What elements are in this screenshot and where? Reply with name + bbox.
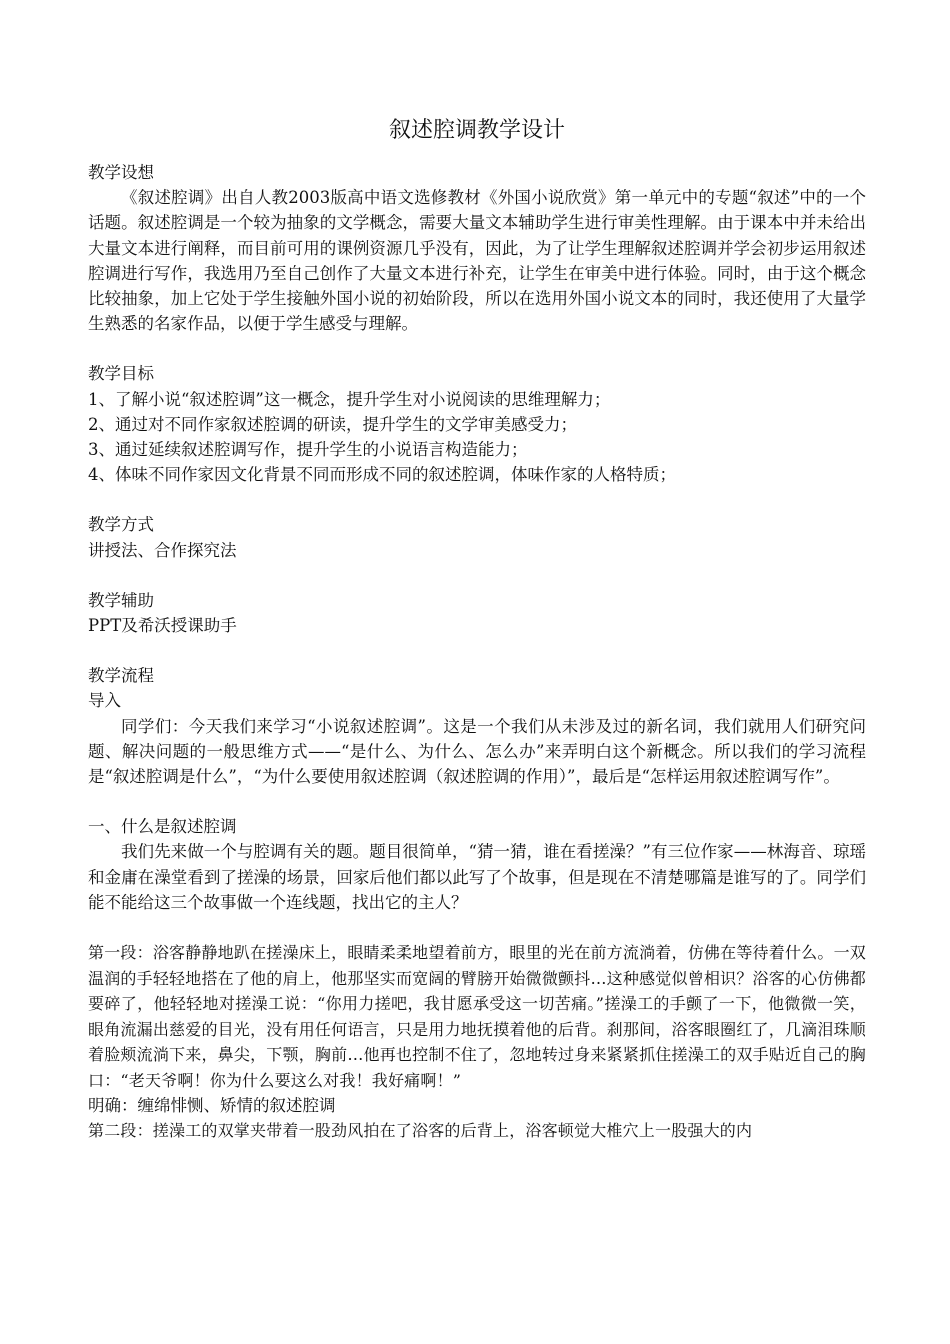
spacer xyxy=(88,915,866,940)
document-page xyxy=(88,116,866,1144)
section-heading-concept: 教学设想 xyxy=(88,163,154,182)
section-heading-aids: 教学辅助 xyxy=(88,590,154,610)
section-heading-one: 一、什么是叙述腔调 xyxy=(88,817,237,837)
intro-heading: 导入 xyxy=(88,691,121,711)
section-heading-method: 教学方式 xyxy=(88,515,154,535)
passage-two: 第二段：搓澡工的双掌夹带着一股劲风拍在了浴客的后背上，浴客顿觉大椎穴上一股强大的内 xyxy=(88,1121,753,1141)
method-text: 讲授法、合作探究法 xyxy=(88,540,237,560)
spacer xyxy=(88,336,866,361)
section-heading-flow: 教学流程 xyxy=(88,666,154,686)
spacer xyxy=(88,789,866,814)
aids-text: PPT及希沃授课助手 xyxy=(88,616,237,636)
intro-paragraph: 同学们：今天我们来学习“小说叙述腔调”。这是一个我们从未涉及过的新名词，我们就用人们研究问题、解决问题的一般思维方式——“是什么、为什么、怎么办”来弄明白这个新概念。所以我们的学习流程是“叙述腔调是什么”，“为什么要使用叙述腔调（叙述腔调的作用）”，最后是“怎样运用叙述腔调写作”。 xyxy=(88,716,866,787)
goal-item: 3、通过延续叙述腔调写作，提升学生的小说语言构造能力； xyxy=(88,440,528,460)
section-one-paragraph: 我们先来做一个与腔调有关的题。题目很简单，“猜一猜，谁在看搓澡？”有三位作家——林海音、琼瑶和金庸在澡堂看到了搓澡的场景，回家后他们都以此写了个故事，但是现在不清楚哪篇是谁写的了。同学们能不能给这三个故事做一个连线题，找出它的主人？ xyxy=(88,842,866,912)
document-title: 叙述腔调教学设计 xyxy=(388,118,565,143)
goal-item: 2、通过对不同作家叙述腔调的研读，提升学生的文学审美感受力； xyxy=(88,414,577,434)
spacer xyxy=(88,638,866,663)
section-heading-goals: 教学目标 xyxy=(88,364,154,384)
passage-one: 第一段：浴客静静地趴在搓澡床上，眼睛柔柔地望着前方，眼里的光在前方流淌着，仿佛在等待着什么。一双温润的手轻轻地搭在了他的肩上，他那坚实而宽阔的臂膀开始微微颤抖…这种感觉似曾相识？浴客的心仿佛都要碎了，他轻轻地对搓澡工说：“你用力搓吧，我甘愿承受这一切苦痛。”搓澡工的手颤了一下，他微微一笑，眼角流漏出慈爱的目光，没有用任何语言，只是用力地抚摸着他的后背。刹那间，浴客眼圈红了，几滴泪珠顺着脸颊流淌下来，鼻尖，下颚，胸前…他再也控制不住了，忽地转过身来紧紧抓住搓澡工的双手贴近自己的胸口：“老天爷啊！你为什么要这么对我！我好痛啊！” xyxy=(88,943,866,1090)
spacer xyxy=(88,487,866,512)
goal-item: 4、体味不同作家因文化背景不同而形成不同的叙述腔调，体味作家的人格特质； xyxy=(88,465,676,485)
concept-paragraph: 《叙述腔调》出自人教2003版高中语文选修教材《外国小说欣赏》第一单元中的专题“叙述”中的一个话题。叙述腔调是一个较为抽象的文学概念，需要大量文本辅助学生进行审美性理解。由于课本中并未给出大量文本进行阐释，而目前可用的课例资源几乎没有，因此，为了让学生理解叙述腔调并学会初步运用叙述腔调进行写作，我选用乃至自己创作了大量文本进行补充，让学生在审美中进行体验。同时，由于这个概念比较抽象，加上它处于学生接触外国小说的初始阶段，所以在选用外国小说文本的同时，我还使用了大量学生熟悉的名家作品，以便于学生感受与理解。 xyxy=(88,188,866,334)
passage-one-answer: 明确：缠绵悱恻、矫情的叙述腔调 xyxy=(88,1096,336,1116)
goal-item: 1、了解小说“叙述腔调”这一概念，提升学生对小说阅读的思维理解力； xyxy=(88,389,611,409)
spacer xyxy=(88,563,866,588)
